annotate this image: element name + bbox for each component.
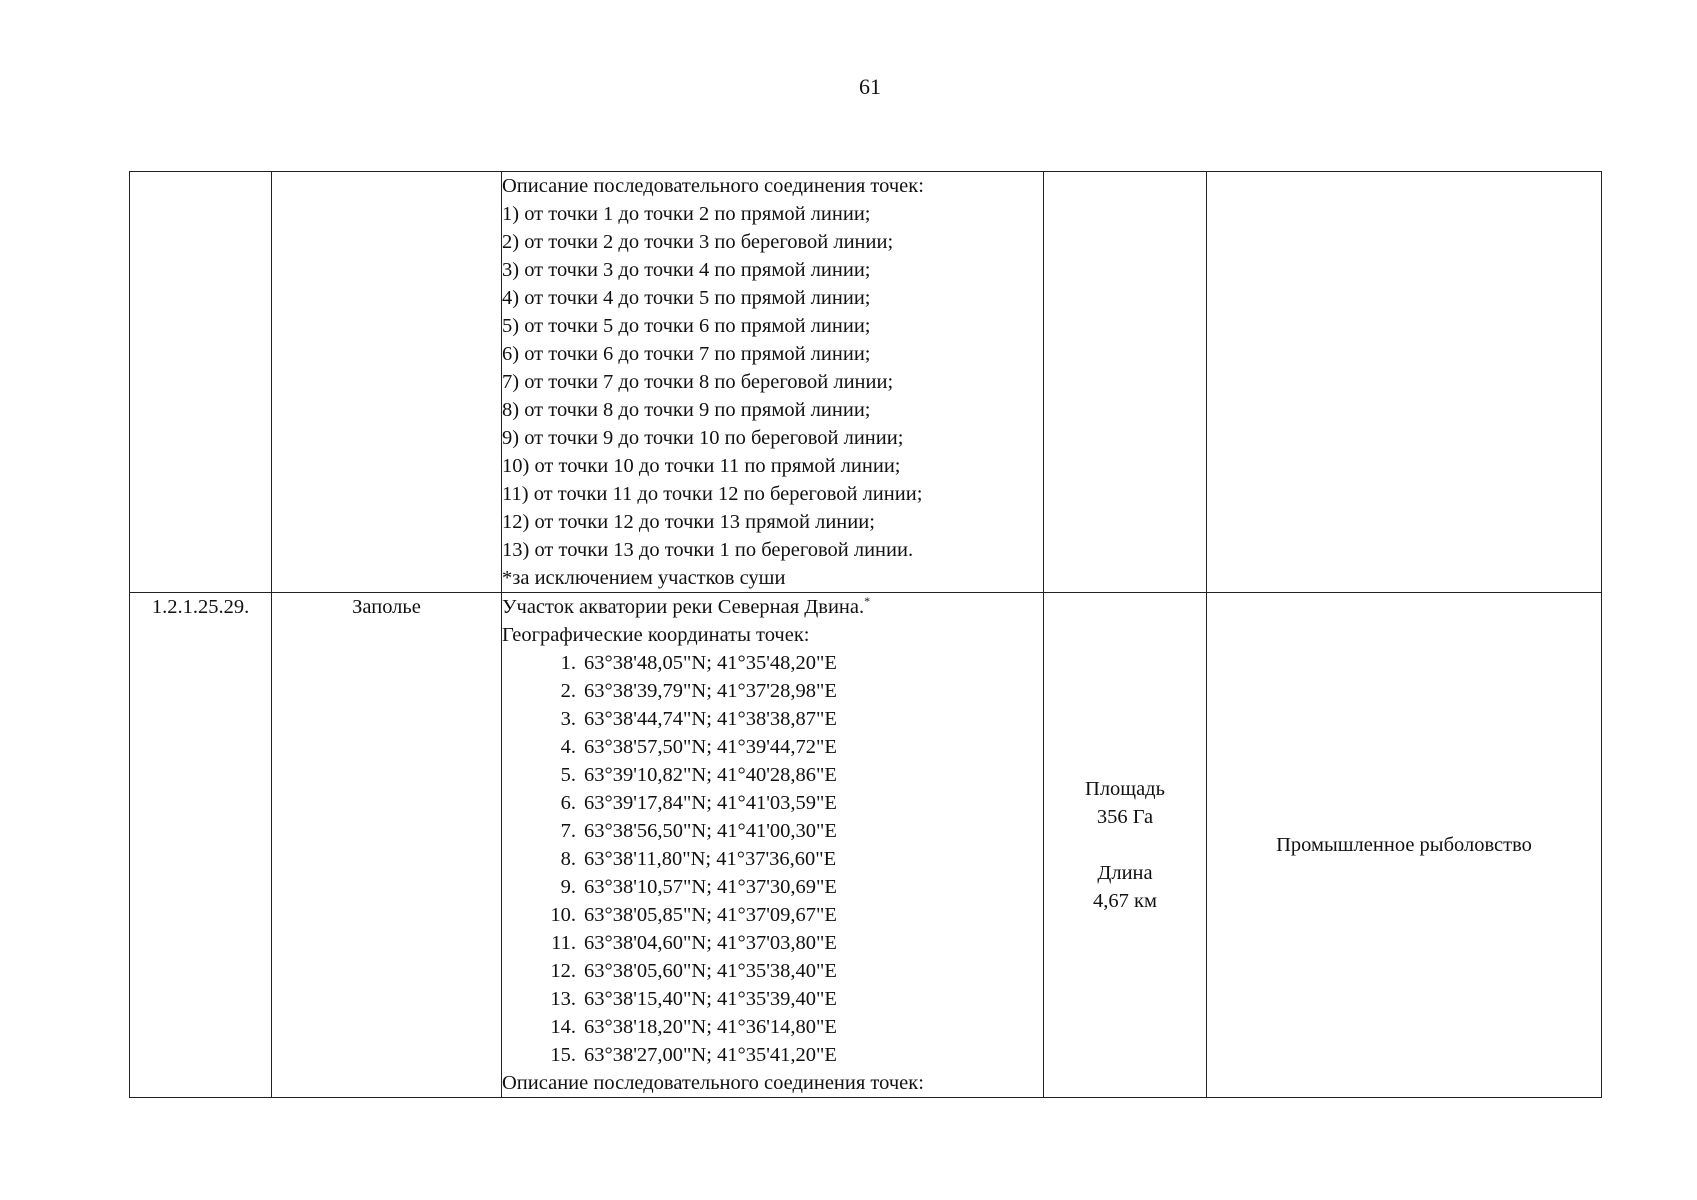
coordinate-item [542,873,1043,901]
coordinate-item [542,957,1043,985]
coordinate-value: 63°38'11,80"N; 41°37'36,60"E [584,848,837,870]
coordinate-value: 63°38'18,20"N; 41°36'14,80"E [584,1016,837,1038]
connection-heading: Описание последовательного соединения точек: [502,1072,924,1094]
connection-step: 5) от точки 5 до точки 6 по прямой линии; [502,315,871,337]
usage-cell [1207,172,1602,593]
coordinate-number: 7. [560,820,576,842]
connection-step: 8) от точки 8 до точки 9 по прямой линии; [502,399,871,421]
coordinate-number: 9. [560,876,576,898]
coordinate-item [542,677,1043,705]
area-name: Заполье [272,593,502,1098]
connection-steps-list [502,200,1043,564]
coordinate-item [542,1013,1043,1041]
coordinate-value: 63°38'05,85"N; 41°37'09,67"E [584,904,837,926]
table-row [130,593,1602,1098]
connection-step: 3) от точки 3 до точки 4 по прямой линии; [502,259,871,281]
connection-step: 6) от точки 6 до точки 7 по прямой линии; [502,343,871,365]
connection-step: 10) от точки 10 до точки 11 по прямой линии; [502,455,901,477]
coordinate-item [542,761,1043,789]
coordinate-number: 6. [560,792,576,814]
table-row [130,172,1602,593]
coordinate-value: 63°38'57,50"N; 41°39'44,72"E [584,736,837,758]
area-value: 356 Га [1096,806,1154,828]
connection-step: 4) от точки 4 до точки 5 по прямой линии; [502,287,871,309]
coordinate-item [542,1041,1043,1069]
footnote: *за исключением участков суши [502,567,786,589]
coords-heading: Географические координаты точек: [502,624,810,646]
area-label: Площадь [1085,778,1165,800]
coordinate-number: 2. [560,680,576,702]
coordinate-item [542,789,1043,817]
usage-cell: Промышленное рыболовство [1207,593,1602,1098]
description-cell [502,172,1044,593]
coordinate-value: 63°38'04,60"N; 41°37'03,80"E [584,932,837,954]
coordinate-number: 10. [550,904,576,926]
coordinate-value: 63°38'44,74"N; 41°38'38,87"E [584,708,837,730]
area-title [502,593,1043,621]
coordinate-number: 14. [550,1016,576,1038]
code-cell [130,172,272,593]
coordinate-number: 5. [560,764,576,786]
coordinates-list [502,649,1043,1069]
coordinate-value: 63°38'27,00"N; 41°35'41,20"E [584,1044,837,1066]
coordinate-number: 15. [550,1044,576,1066]
coordinate-value: 63°38'56,50"N; 41°41'00,30"E [584,820,837,842]
connection-step: 12) от точки 12 до точки 13 прямой линии; [502,511,875,533]
coordinate-item [542,817,1043,845]
coordinate-value: 63°39'10,82"N; 41°40'28,86"E [584,764,837,786]
name-cell [272,172,502,593]
coordinate-number: 11. [551,932,576,954]
area-title-text: Участок акватории реки Северная Двина. [502,596,865,618]
area-code: 1.2.1.25.29. [130,593,272,1098]
connection-step: 1) от точки 1 до точки 2 по прямой линии; [502,203,871,225]
connection-heading: Описание последовательного соединения точек: [502,175,924,197]
fishing-areas-table [129,171,1602,1098]
coordinate-number: 13. [550,988,576,1010]
connection-step: 7) от точки 7 до точки 8 по береговой линии; [502,371,894,393]
coordinate-item [542,649,1043,677]
page-number: 61 [859,74,881,99]
connection-step: 11) от точки 11 до точки 12 по береговой линии; [502,483,923,505]
coordinate-item [542,845,1043,873]
coordinate-item [542,733,1043,761]
connection-step: 9) от точки 9 до точки 10 по береговой линии; [502,427,904,449]
coordinate-item [542,901,1043,929]
parameters-cell [1044,172,1207,593]
coordinate-value: 63°38'05,60"N; 41°35'38,40"E [584,960,837,982]
coordinate-number: 12. [550,960,576,982]
description-cell [502,593,1044,1098]
parameters-cell [1044,593,1207,1098]
coordinate-value: 63°38'15,40"N; 41°35'39,40"E [584,988,837,1010]
coordinate-value: 63°38'48,05"N; 41°35'48,20"E [584,652,837,674]
footnote-mark: * [864,594,871,609]
coordinate-number: 3. [560,708,576,730]
coordinate-item [542,985,1043,1013]
coordinate-number: 1. [560,652,576,674]
length-value: 4,67 км [1093,890,1157,912]
coordinate-item [542,705,1043,733]
coordinate-value: 63°38'10,57"N; 41°37'30,69"E [584,876,837,898]
length-label: Длина [1097,862,1153,884]
connection-step: 2) от точки 2 до точки 3 по береговой линии; [502,231,894,253]
coordinate-number: 4. [560,736,576,758]
connection-step: 13) от точки 13 до точки 1 по береговой линии. [502,539,914,561]
coordinate-number: 8. [560,848,576,870]
coordinate-value: 63°39'17,84"N; 41°41'03,59"E [584,792,837,814]
coordinate-value: 63°38'39,79"N; 41°37'28,98"E [584,680,837,702]
coordinate-item [542,929,1043,957]
